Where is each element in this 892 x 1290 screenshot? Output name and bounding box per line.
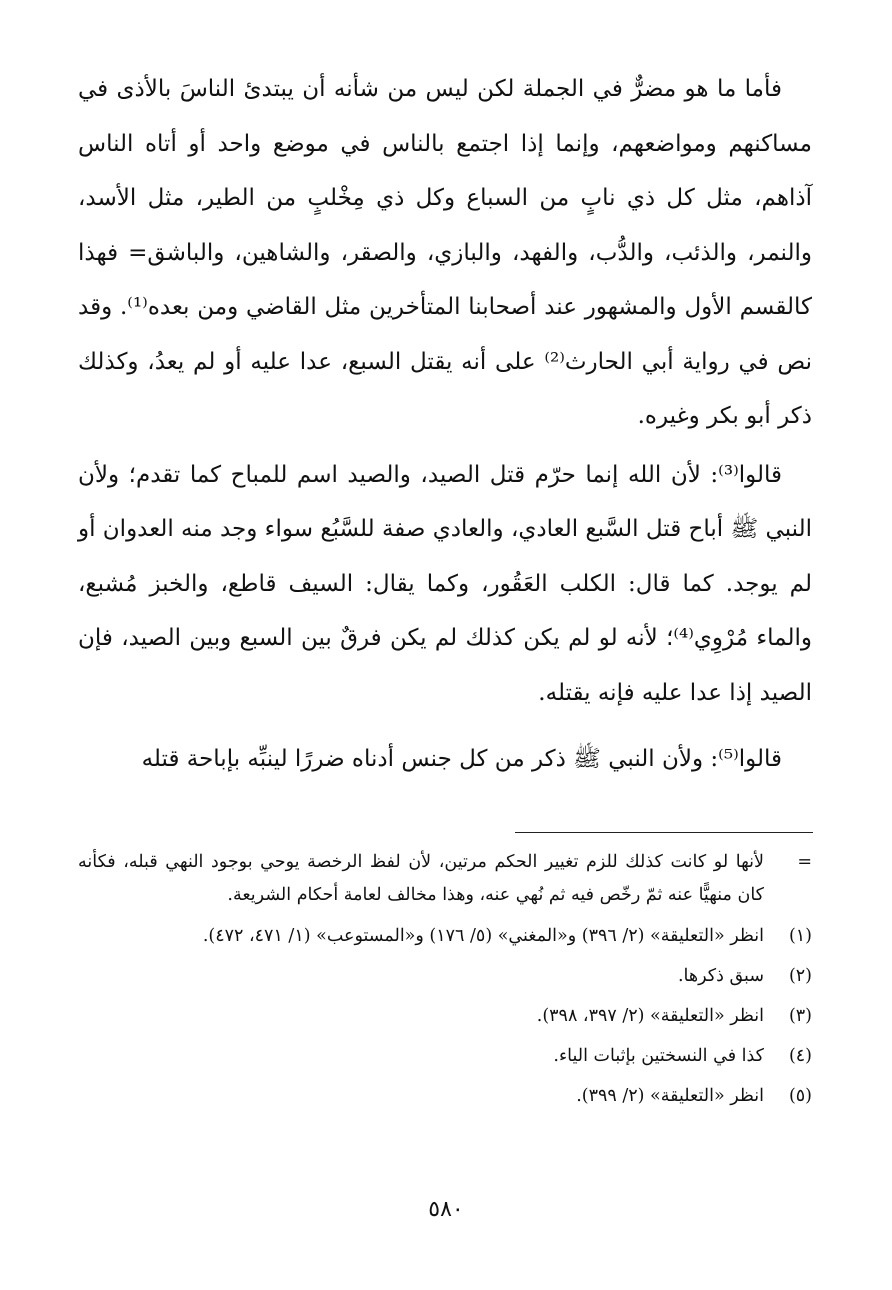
footnote-text: انظر «التعليقة» (٢/ ٣٩٧، ٣٩٨).	[536, 1005, 764, 1026]
footnote-continuation-text: لأنها لو كانت كذلك للزم تغيير الحكم مرتين، لأن لفظ الرخصة يوحي بوجود النهي قبله، فكأنه كان منهيًّا عنه ثمّ رخّص فيه ثم نُهي عنه، وهذا مخالف لعامة أحكام الشريعة.	[78, 852, 764, 905]
body-paragraph: قالوا⁽⁵⁾: ولأن النبي ﷺ ذكر من كل جنس أدناه ضررًا لينبِّه بإباحة قتله	[141, 746, 782, 772]
footnote-number: (٤)	[788, 1045, 812, 1066]
body-paragraph: فأما ما هو مضرٌّ في الجملة لكن ليس من شأنه أن يبتدئ الناسَ بالأذى في مساكنهم ومواضعهم، وإنما إذا اجتمع بالناس في موضع واحد أو أتاه الناس آذاهم، مثل كل ذي نابٍ من السباع وكل ذي مِخْلبٍ من الطير، مثل الأسد، والنمر، والذئب، والدُّب، والفهد، والبازي، والصقر، والشاهين، والباشق= فهذا كالقسم الأول والمشهور عند أصحابنا المتأخرين مثل القاضي ومن بعده⁽¹⁾. وقد نص في رواية أبي الحارث⁽²⁾ على أنه يقتل السبع، عدا عليه أو لم يعدُ، وكذلك ذكر أبو بكر وغيره.	[78, 76, 812, 429]
footnote-item	[78, 918, 812, 954]
footnote-text: كذا في النسختين بإثبات الياء.	[553, 1045, 764, 1066]
footnotes	[78, 846, 812, 1118]
footnote-number: (٥)	[788, 1085, 812, 1106]
footnote-text: انظر «التعليقة» (٢/ ٣٩٦) و«المغني» (٥/ ١٧٦) و«المستوعب» (١/ ٤٧١، ٤٧٢).	[202, 925, 764, 946]
footnote-item	[78, 1078, 812, 1114]
footnote-text: انظر «التعليقة» (٢/ ٣٩٩).	[576, 1085, 764, 1106]
footnote-item	[78, 1038, 812, 1074]
footnote-number: (٢)	[788, 965, 812, 986]
footnote-number: (٣)	[788, 1005, 812, 1026]
page-number: ٥٨٠	[428, 1197, 464, 1222]
footnote-text: سبق ذكرها.	[677, 965, 764, 986]
body-paragraph: قالوا⁽³⁾: لأن الله إنما حرّم قتل الصيد، والصيد اسم للمباح كما تقدم؛ ولأن النبي ﷺ أباح قتل السَّبع العادي، والعادي صفة للسَّبُع سواء وجد منه العدوان أو لم يوجد. كما قال: الكلب العَقُور، وكما يقال: السيف قاطع، والخبز مُشبع، والماء مُرْوِي⁽⁴⁾؛ لأنه لو لم يكن كذلك لم يكن فرقٌ بين السبع وبين الصيد، فإن الصيد إذا عدا عليه فإنه يقتله.	[77, 461, 812, 706]
footnote-number: (١)	[788, 925, 812, 946]
main-text	[78, 62, 812, 799]
footnote-item	[78, 958, 812, 994]
footnote-item	[78, 998, 812, 1034]
footnote-continuation	[78, 846, 812, 912]
footnote-continuation-marker: =	[797, 852, 812, 872]
footnote-divider	[515, 832, 813, 833]
